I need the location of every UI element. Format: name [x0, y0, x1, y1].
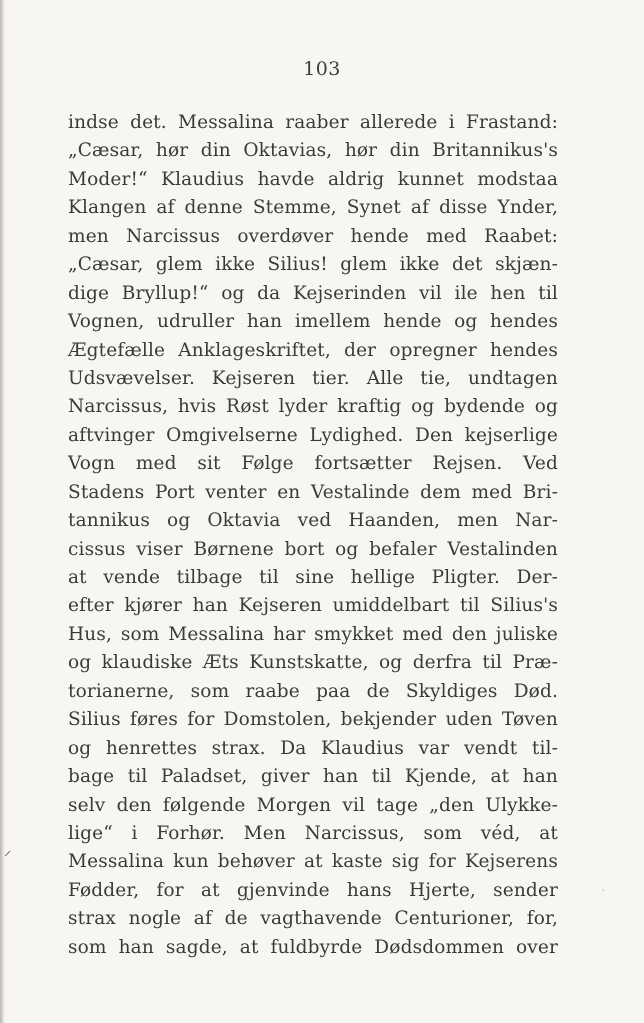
page-number: 103	[303, 58, 341, 80]
text-line: „Cæsar, glem ikke Silius! glem ikke det skjæn-	[68, 254, 558, 276]
margin-ink-mark: ⸝	[4, 841, 12, 859]
text-line: bage til Paladset, giver han til Kjende, at han	[68, 766, 558, 788]
text-line: Stadens Port venter en Vestalinde dem med Bri-	[68, 481, 558, 503]
page-edge-shadow	[0, 0, 5, 1023]
text-line: som han sagde, at fuldbyrde Dødsdommen over	[68, 936, 558, 958]
text-line: at vende tilbage til sine hellige Pligter. Der-	[68, 567, 558, 588]
text-line: Ægtefælle Anklageskriftet, der opregner hendes	[68, 339, 558, 361]
text-line: Messalina kun behøver at kaste sig for Kejserens	[68, 851, 558, 873]
text-line: indse det. Messalina raaber allerede i Frastand:	[68, 112, 558, 133]
stray-ink-mark: ˊ	[600, 888, 606, 901]
text-line: Fødder, for at gjenvinde hans Hjerte, sender	[68, 879, 558, 901]
text-line: Silius føres for Domstolen, bekjender uden Tøven	[68, 709, 558, 731]
text-line: torianerne, som raabe paa de Skyldiges Død.	[68, 680, 558, 702]
text-line: Vognen, udruller han imellem hende og hendes	[68, 311, 558, 333]
text-line: Narcissus, hvis Røst lyder kraftig og bydende og	[68, 396, 558, 418]
text-line: Moder!“ Klaudius havde aldrig kunnet modstaa	[68, 168, 558, 190]
text-line: aftvinger Omgivelserne Lydighed. Den kejserlige	[68, 424, 558, 446]
text-line: men Narcissus overdøver hende med Raabet:	[68, 225, 558, 247]
text-line: tannikus og Oktavia ved Haanden, men Nar-	[68, 510, 558, 532]
text-line: og henrettes strax. Da Klaudius var vendt til-	[68, 737, 558, 759]
text-line: selv den følgende Morgen vil tage „den Ulykke-	[68, 794, 558, 816]
text-line: „Cæsar, hør din Oktavias, hør din Britannikus's	[68, 140, 558, 162]
text-line: Klangen af denne Stemme, Synet af disse Ynder,	[68, 197, 558, 219]
body-text	[68, 109, 558, 962]
text-line: og klaudiske Æts Kunstskatte, og derfra til Præ-	[68, 652, 558, 674]
text-line: Hus, som Messalina har smykket med den juliske	[68, 623, 558, 645]
text-line: dige Bryllup!“ og da Kejserinden vil ile hen til	[68, 282, 558, 304]
text-line: Vogn med sit Følge fortsætter Rejsen. Ved	[68, 453, 558, 475]
text-line: Udsvævelser. Kejseren tier. Alle tie, undtagen	[68, 367, 558, 389]
text-line: efter kjører han Kejseren umiddelbart til Silius's	[68, 595, 558, 617]
text-line: cissus viser Børnene bort og befaler Vestalinden	[68, 538, 558, 560]
text-line: strax nogle af de vagthavende Centurioner, for,	[68, 908, 558, 930]
text-line: lige“ i Forhør. Men Narcissus, som véd, at	[68, 822, 558, 844]
